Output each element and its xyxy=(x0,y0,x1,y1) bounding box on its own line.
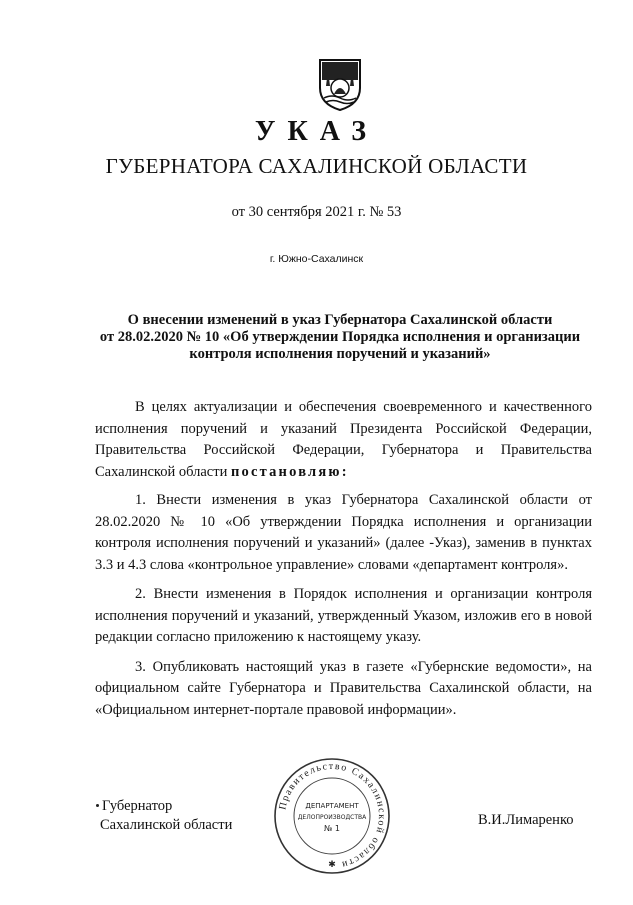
document-heading xyxy=(80,312,600,363)
signatory-name: В.И.Лимаренко xyxy=(478,812,574,828)
stamp-line: № 1 xyxy=(324,824,340,833)
stamp-star-icon: ✱ xyxy=(328,859,336,869)
stamp-line: ДЕПАРТАМЕНТ xyxy=(305,802,359,810)
item-paragraph: 2. Внести изменения в Порядок исполнения и организации контроля исполнения поручений и указаний, утвержденный Указом, изложив его в новой редакции согласно приложению к настоящему указу. xyxy=(95,586,592,645)
intro-paragraph xyxy=(95,397,592,483)
item-paragraph: 3. Опубликовать настоящий указ в газете «Губернские ведомости», на официальном сайте Губернатора и Правительства Сахалинской области, на «Официальном интернет-портале правовой информации». xyxy=(95,658,592,718)
position-line: Сахалинской области xyxy=(100,817,233,833)
intro-text: В целях актуализации и обеспечения своевременного и качественного исполнения поручений и указаний Президента Российской Федерации, Правительства Российской Федерации, Губернатора и Правительства Сахалинской области xyxy=(95,399,592,480)
stamp-ring-text: Правительство Сахалинской области xyxy=(277,760,388,871)
official-stamp xyxy=(272,756,392,876)
document-title: УКАЗ xyxy=(254,116,379,147)
heading-line: контроля исполнения поручений и указаний» xyxy=(189,346,491,362)
signature-mark xyxy=(96,804,99,807)
item-paragraph: 1. Внести изменения в указ Губернатора Сахалинской области от 28.02.2020 № 10 «Об утверждении Порядка исполнения и организации контроля исполнения поручений и указаний» (далее -Указ), заменив в пунктах 3.3 и 4.3 слова «контрольное управление» словами «департамент контроля». xyxy=(95,492,592,573)
heading-line: от 28.02.2020 № 10 «Об утверждении Порядка исполнения и организации xyxy=(99,329,581,345)
signature-position xyxy=(100,797,232,835)
document-city: г. Южно-Сахалинск xyxy=(269,253,364,265)
document-date: от 30 сентября 2021 г. № 53 xyxy=(231,204,402,220)
position-line: Губернатор xyxy=(102,798,173,814)
heading-line: О внесении изменений в указ Губернатора Сахалинской области xyxy=(127,312,553,328)
sakhalin-coat-of-arms-icon xyxy=(318,58,362,112)
stamp-line: ДЕЛОПРОИЗВОДСТВА xyxy=(297,814,367,821)
document-body xyxy=(95,397,592,729)
document-subtitle: ГУБЕРНАТОРА САХАЛИНСКОЙ ОБЛАСТИ xyxy=(105,154,528,178)
decree-word: постановляю: xyxy=(230,463,349,480)
